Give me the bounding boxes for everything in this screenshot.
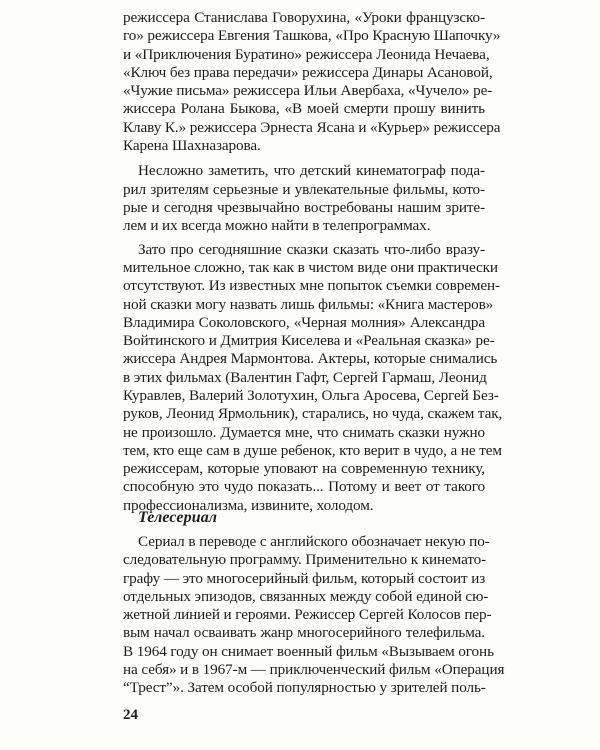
text-line: отсутствуют. Из известных мне попыток съемки современ- [123,277,500,294]
text-line: Владимира Соколовского, «Черная молния» Александра [123,314,485,331]
text-line: Несложно заметить, что детский кинематограф пода- [138,162,485,179]
text-line: рил зрителям серьезные и увлекательные фильмы, кото- [123,181,485,198]
text-line: Сериал в переводе с английского обозначает некую по- [138,533,490,550]
text-line: В 1964 году он снимает военный фильм «Вызываем огонь [123,643,494,660]
text-line: режиссера Станислава Говорухина, «Уроки французско- [123,9,485,26]
text-line: отдельных эпизодов, связанных между собой единой сю- [123,588,489,605]
text-line: и «Приключения Буратино» режиссера Леонида Нечаева, [123,46,490,63]
text-line: вым начал осваивать жанр многосерийного телефильма. [123,624,485,641]
page-number: 24 [123,707,138,723]
text-line: на себя» и в 1967-м — приключенческий фильм «Операция [123,661,505,678]
text-line: “Трест”». Затем особой популярностью у зрителей поль- [123,679,486,696]
text-line: графу — это многосерийный фильм, который состоит из [123,570,486,587]
text-line: Зато про сегодняшние сказки сказать что-либо вразу- [138,241,485,258]
text-line: жиссера Андрея Мармонтова. Актеры, которые снимались [123,350,498,367]
text-line: жиссера Ролана Быкова, «В моей смерти прошу винить [123,100,485,117]
text-line: Войтинского и Дмитрия Киселева и «Реальная сказка» ре- [123,332,495,349]
text-line: в этих фильмах (Валентин Гафт, Сергей Гармаш, Леонид [123,369,487,386]
text-line: Куравлев, Валерий Золотухин, Ольга Аросева, Сергей Без- [123,387,499,404]
text-line: Карена Шахназарова. [123,137,261,154]
text-line: тем, кто еще сам в душе ребенок, кто верит в чудо, а не тем [123,442,502,459]
text-line: мительное сложно, так как в чистом виде они практически [123,259,498,276]
text-line: Клаву К.» режиссера Эрнеста Ясана и «Курьер» режиссера [123,119,501,136]
text-line: го» режиссера Евгения Ташкова, «Про Красную Шапочку» [123,27,501,44]
text-line: ной сказки могу назвать лишь фильмы: «Книга мастеров» [123,296,494,313]
text-line: рые и сегодня чрезвычайно востребованы нашим зрите- [123,199,485,216]
text-line: «Ключ без права передачи» режиссера Динары Асановой, [123,64,493,81]
section-heading: Телесериал [138,509,218,526]
text-line: профессионализма, извините, холодом. [123,497,374,514]
text-line: жетной линией и героями. Режиссер Сергей Колосов пер- [123,606,492,623]
text-line: не произошло. Думается мне, что снимать сказки нужно [123,424,485,441]
text-line: способную это чудо показать... Потому и веет от такого [123,478,485,495]
text-line: следовательную программу. Применительно к кинемато- [123,551,487,568]
text-line: режиссерам, которые уповают на современную технику, [123,460,485,477]
text-line: лем и их всегда можно найти в телепрограммах. [123,217,431,234]
text-line: руков, Леонид Ярмольник), старались, но чуда, скажем так, [123,405,503,422]
text-line: «Чужие письма» режиссера Ильи Авербаха, «Чучело» ре- [123,82,493,99]
